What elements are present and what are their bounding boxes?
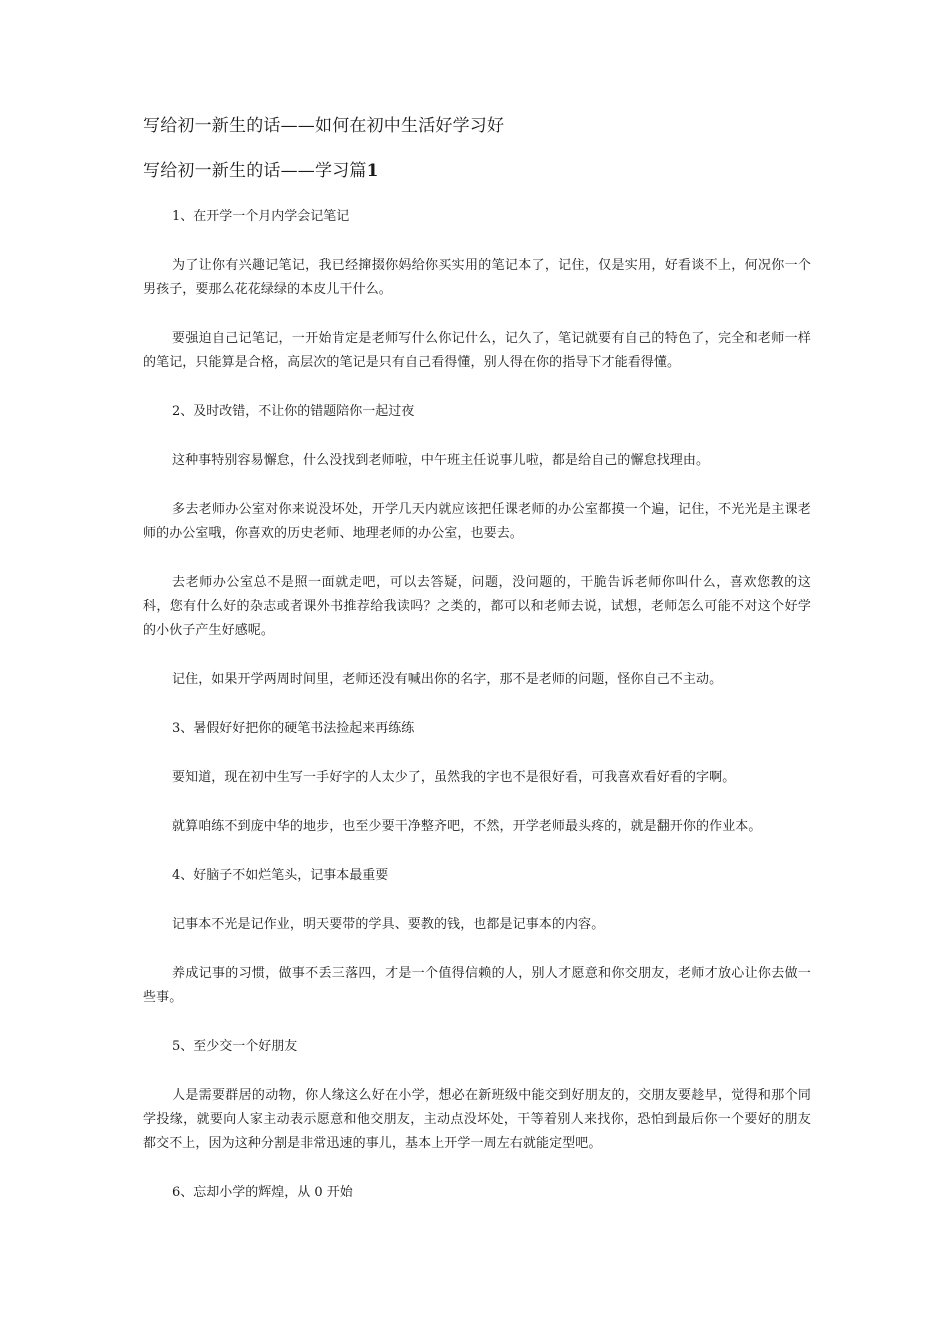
section-heading: 4、好脑子不如烂笔头，记事本最重要: [172, 868, 389, 883]
subtitle-number: 1: [366, 161, 379, 181]
body-paragraph: 记事本不光是记作业，明天要带的学具、要教的钱，也都是记事本的内容。: [172, 917, 605, 932]
section-heading: 3、暑假好好把你的硬笔书法捡起来再练练: [172, 721, 415, 736]
body-paragraph: 要强迫自己记笔记，一开始肯定是老师写什么你记什么，记久了，笔记就要有自己的特色了，完全和老师一样的笔记，只能算是合格，高层次的笔记是只有自己看得懂，别人得在你的指导下才能看得懂。: [143, 331, 811, 370]
section-heading: 2、及时改错，不让你的错题陪你一起过夜: [172, 404, 415, 419]
body-paragraph: 记住，如果开学两周时间里，老师还没有喊出你的名字，那不是老师的问题，怪你自己不主动。: [172, 672, 723, 687]
body-paragraph: 多去老师办公室对你来说没坏处，开学几天内就应该把任课老师的办公室都摸一个遍，记住，不光光是主课老师的办公室哦，你喜欢的历史老师、地理老师的办公室，也要去。: [143, 502, 811, 541]
section-heading: 6、忘却小学的辉煌，从 0 开始: [172, 1185, 353, 1200]
document-body: [143, 112, 811, 1230]
body-paragraph: 养成记事的习惯，做事不丢三落四，才是一个值得信赖的人，别人才愿意和你交朋友，老师才放心让你去做一些事。: [143, 966, 811, 1005]
section-heading: 1、在开学一个月内学会记笔记: [172, 209, 350, 224]
body-paragraph: 这种事特别容易懈怠，什么没找到老师啦，中午班主任说事儿啦，都是给自己的懈怠找理由。: [172, 453, 710, 468]
document-blocks: [143, 205, 811, 1205]
body-paragraph: 人是需要群居的动物，你人缘这么好在小学，想必在新班级中能交到好朋友的，交朋友要趁早，觉得和那个同学投缘，就要向人家主动表示愿意和他交朋友，主动点没坏处，干等着别人来找你，恐怕到最后你一个要好的朋友都交不上，因为这种分割是非常迅速的事儿，基本上开学一周左右就能定型吧。: [143, 1088, 811, 1151]
body-paragraph: 为了让你有兴趣记笔记，我已经撺掇你妈给你买实用的笔记本了，记住，仅是实用，好看谈不上，何况你一个男孩子，要那么花花绿绿的本皮儿干什么。: [143, 258, 811, 297]
document-title: 写给初一新生的话——如何在初中生活好学习好: [143, 116, 505, 136]
subtitle-text: 写给初一新生的话——学习篇: [143, 161, 367, 181]
document-subtitle: [143, 157, 811, 185]
body-paragraph: 就算咱练不到庞中华的地步，也至少要干净整齐吧，不然，开学老师最头疼的，就是翻开你的作业本。: [172, 819, 762, 834]
section-heading: 5、至少交一个好朋友: [172, 1039, 298, 1054]
body-paragraph: 要知道，现在初中生写一手好字的人太少了，虽然我的字也不是很好看，可我喜欢看好看的字啊。: [172, 770, 736, 785]
body-paragraph: 去老师办公室总不是照一面就走吧，可以去答疑，问题，没问题的，干脆告诉老师你叫什么，喜欢您教的这科，您有什么好的杂志或者课外书推荐给我读吗？之类的，都可以和老师去说，试想，老师怎么可能不对这个好学的小伙子产生好感呢。: [143, 575, 811, 638]
